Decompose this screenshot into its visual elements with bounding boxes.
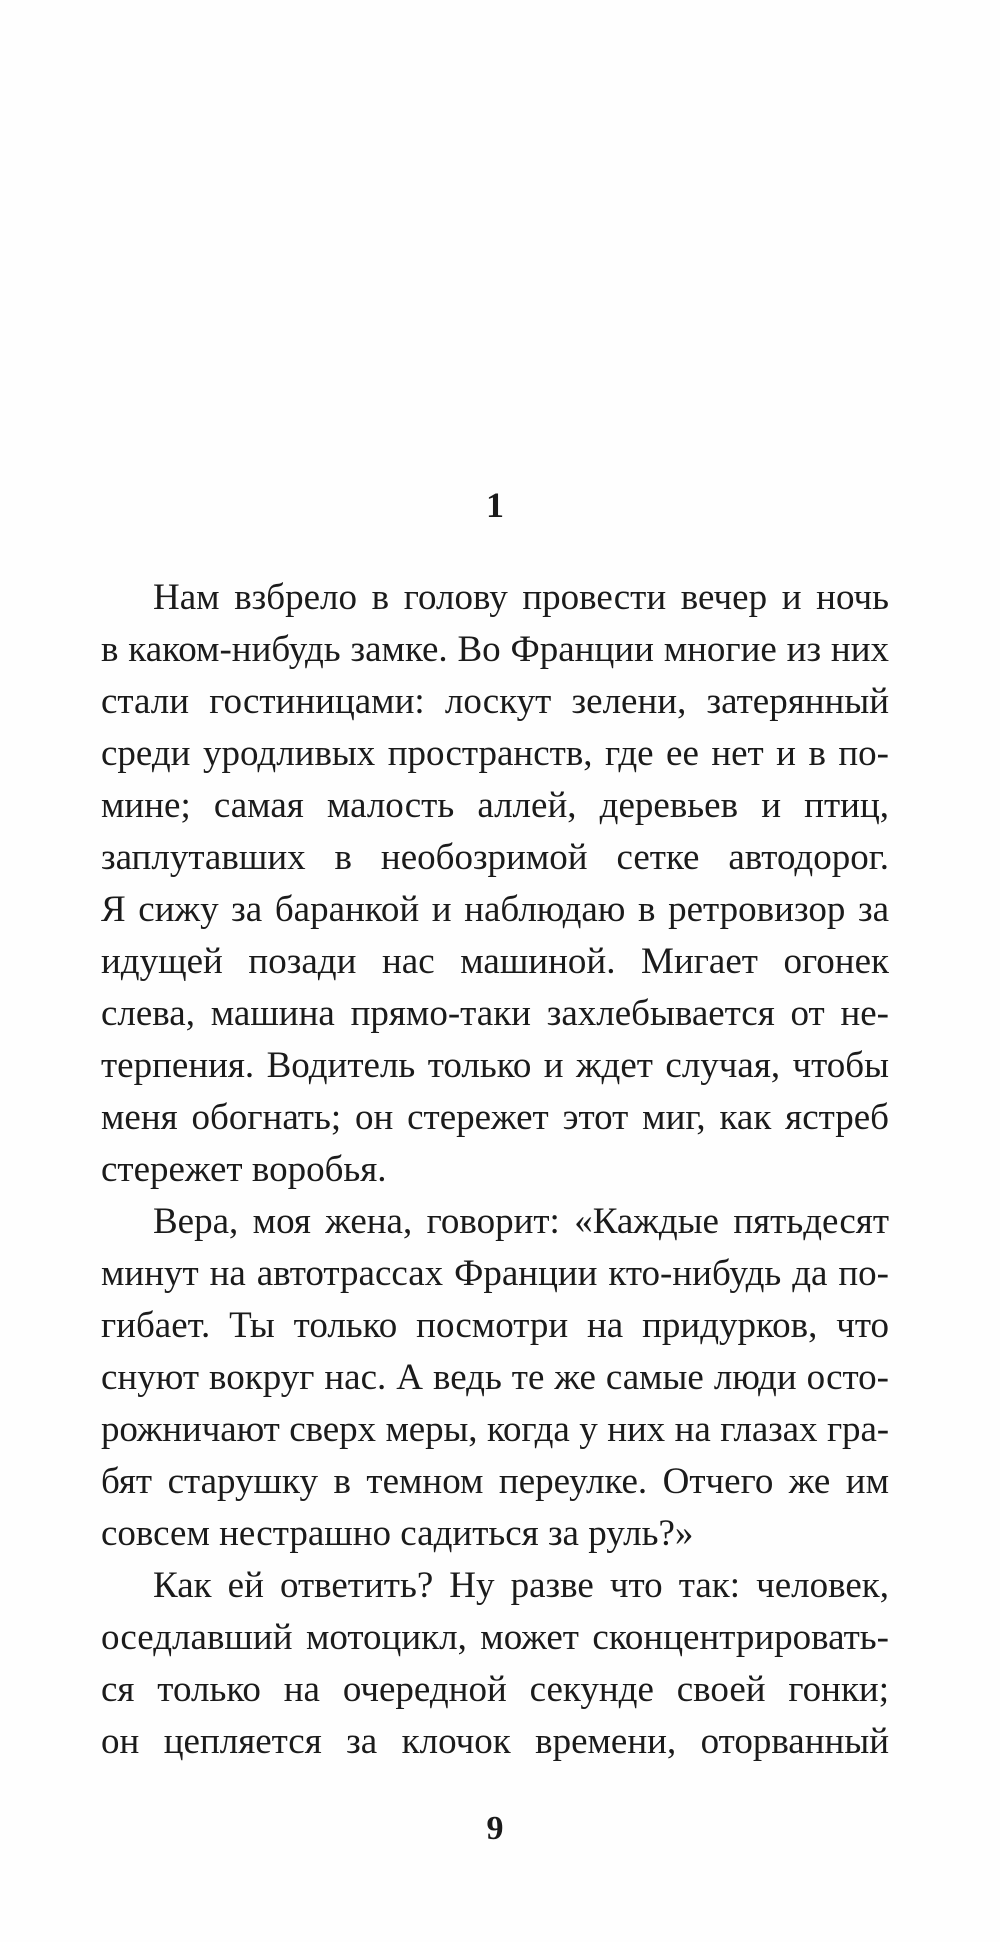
text-line: идущей позади нас машиной. Мигает огонек [101,941,889,982]
paragraph [101,1196,889,1560]
body-text [101,572,889,1768]
text-line: Как ей ответить? Ну разве что так: человек, [153,1565,889,1606]
text-line: оседлавший мотоцикл, может сконцентрировать- [101,1617,889,1658]
text-line: Нам взбрело в голову провести вечер и ночь [153,577,889,618]
text-line: минут на автотрассах Франции кто-нибудь да по- [101,1253,889,1294]
text-line: слева, машина прямо-таки захлебывается от не- [101,993,889,1034]
text-line: терпения. Водитель только и ждет случая, чтобы [101,1045,889,1086]
text-line: он цепляется за клочок времени, оторванный [101,1721,889,1762]
text-line: стали гостиницами: лоскут зелени, затерянный [101,681,889,722]
text-line: гибает. Ты только посмотри на придурков, что [101,1305,889,1346]
text-line: совсем нестрашно садиться за руль?» [101,1513,694,1554]
text-line: ся только на очередной секунде своей гонки; [101,1669,889,1710]
text-line: в каком-нибудь замке. Во Франции многие из них [101,629,889,670]
text-line: рожничают сверх меры, когда у них на глазах гра- [101,1409,889,1450]
text-line: бят старушку в темном переулке. Отчего же им [101,1461,889,1502]
text-line: заплутавших в необозримой сетке автодорог. [101,837,889,878]
text-line: снуют вокруг нас. А ведь те же самые люди осто- [101,1357,889,1398]
text-line: Вера, моя жена, говорит: «Каждые пятьдесят [153,1201,889,1242]
text-line: среди уродливых пространств, где ее нет и в по- [101,733,889,774]
paragraph [101,572,889,1196]
page-number: 9 [486,1810,504,1847]
chapter-number: 1 [486,485,504,525]
text-line: Я сижу за баранкой и наблюдаю в ретровизор за [101,889,889,930]
paragraph [101,1560,889,1768]
text-line: меня обогнать; он стережет этот миг, как ястреб [101,1097,889,1138]
text-line: стережет воробья. [101,1149,387,1190]
text-line: мине; самая малость аллей, деревьев и птиц, [101,785,889,826]
